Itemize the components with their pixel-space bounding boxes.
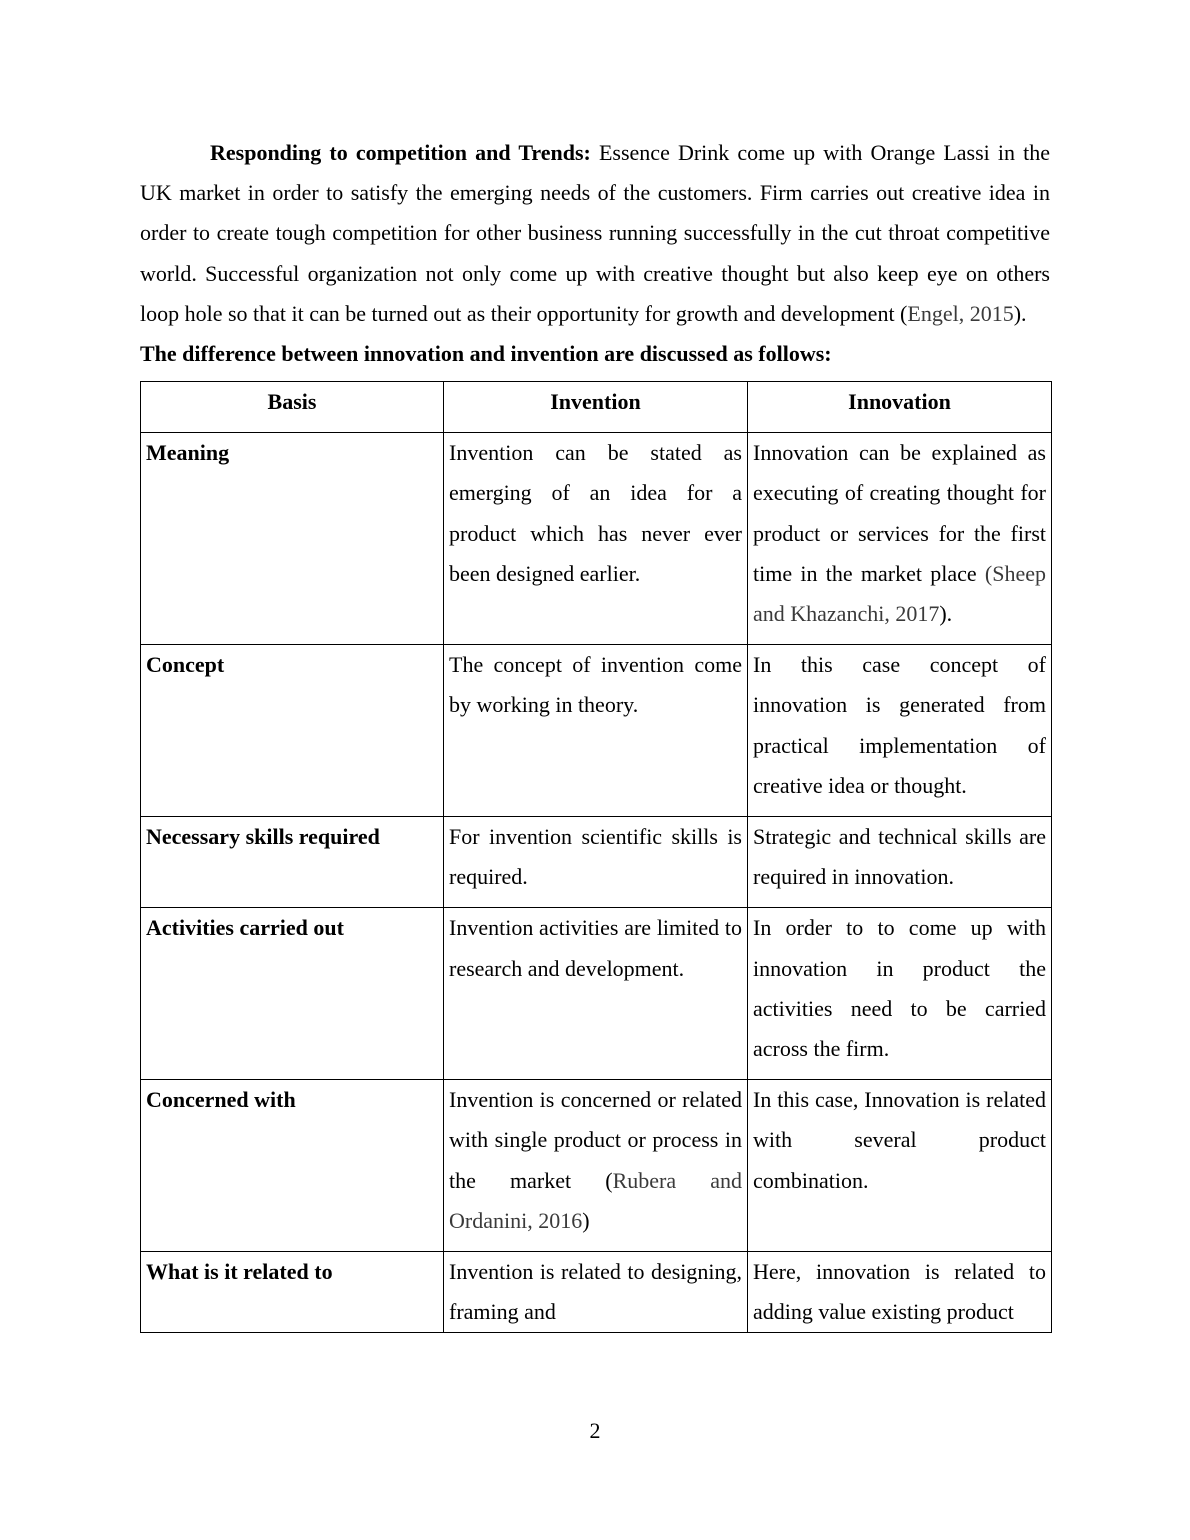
table-row (141, 433, 1052, 645)
intro-end: ). (1013, 300, 1027, 326)
page-number: 2 (589, 1418, 601, 1443)
header-innovation: Innovation (748, 382, 1052, 433)
intro-citation: Engel, 2015 (907, 300, 1014, 326)
row-invention-citation: Rubera and Ordanini, 2016 (449, 1167, 742, 1233)
row-invention: For invention scientific skills is required. (444, 817, 748, 908)
table-row (141, 817, 1052, 908)
intro-paragraph (140, 133, 1050, 334)
row-innovation: Strategic and technical skills are required in innovation. (748, 817, 1052, 908)
row-invention-end: ) (582, 1207, 590, 1233)
intro-lead: Responding to competition and Trends: (210, 140, 591, 165)
table-header-row (141, 382, 1052, 433)
row-invention (444, 1080, 748, 1252)
row-basis: What is it related to (141, 1252, 444, 1333)
table-row (141, 1252, 1052, 1333)
row-innovation: In order to to come up with innovation in product the activities need to be carried across the firm. (748, 908, 1052, 1080)
row-basis: Meaning (141, 433, 444, 645)
table-row (141, 645, 1052, 817)
row-innovation: In this case concept of innovation is generated from practical implementation of creative idea or thought. (748, 645, 1052, 817)
row-basis: Activities carried out (141, 908, 444, 1080)
header-basis: Basis (141, 382, 444, 433)
row-innovation: In this case, Innovation is related with several product combination. (748, 1080, 1052, 1252)
row-invention: The concept of invention come by working in theory. (444, 645, 748, 817)
row-innovation-text: Innovation can be explained as executing of creating thought for product or services for the first time in the market place (753, 440, 1046, 586)
row-innovation-citation: (Sheep and Khazanchi, 2017 (753, 560, 1046, 627)
table-row (141, 1080, 1052, 1252)
row-innovation: Here, innovation is related to adding value existing product (748, 1252, 1052, 1333)
row-innovation-end: ). (939, 601, 953, 627)
row-invention-text: Invention is concerned or related with single product or process in the market ( (449, 1087, 742, 1193)
row-basis: Necessary skills required (141, 817, 444, 908)
row-basis: Concept (141, 645, 444, 817)
document-page (140, 133, 1050, 1333)
row-invention: Invention is related to designing, framing and (444, 1252, 748, 1333)
intro-text: Essence Drink come up with Orange Lassi in the UK market in order to satisfy the emerging needs of the customers. Firm carries out creative idea in order to create tough competition for other business running successfully in the cut throat competitive world. Successful organization not only come up with creative thought but also keep eye on others loop hole so that it can be turned out as their opportunity for growth and development ( (140, 140, 1050, 326)
comparison-table (140, 381, 1052, 1333)
header-invention: Invention (444, 382, 748, 433)
row-basis: Concerned with (141, 1080, 444, 1252)
row-innovation (748, 433, 1052, 645)
table-heading: The difference between innovation and invention are discussed as follows: (140, 341, 832, 367)
row-invention: Invention can be stated as emerging of an idea for a product which has never ever been designed earlier. (444, 433, 748, 645)
row-invention: Invention activities are limited to research and development. (444, 908, 748, 1080)
table-row (141, 908, 1052, 1080)
